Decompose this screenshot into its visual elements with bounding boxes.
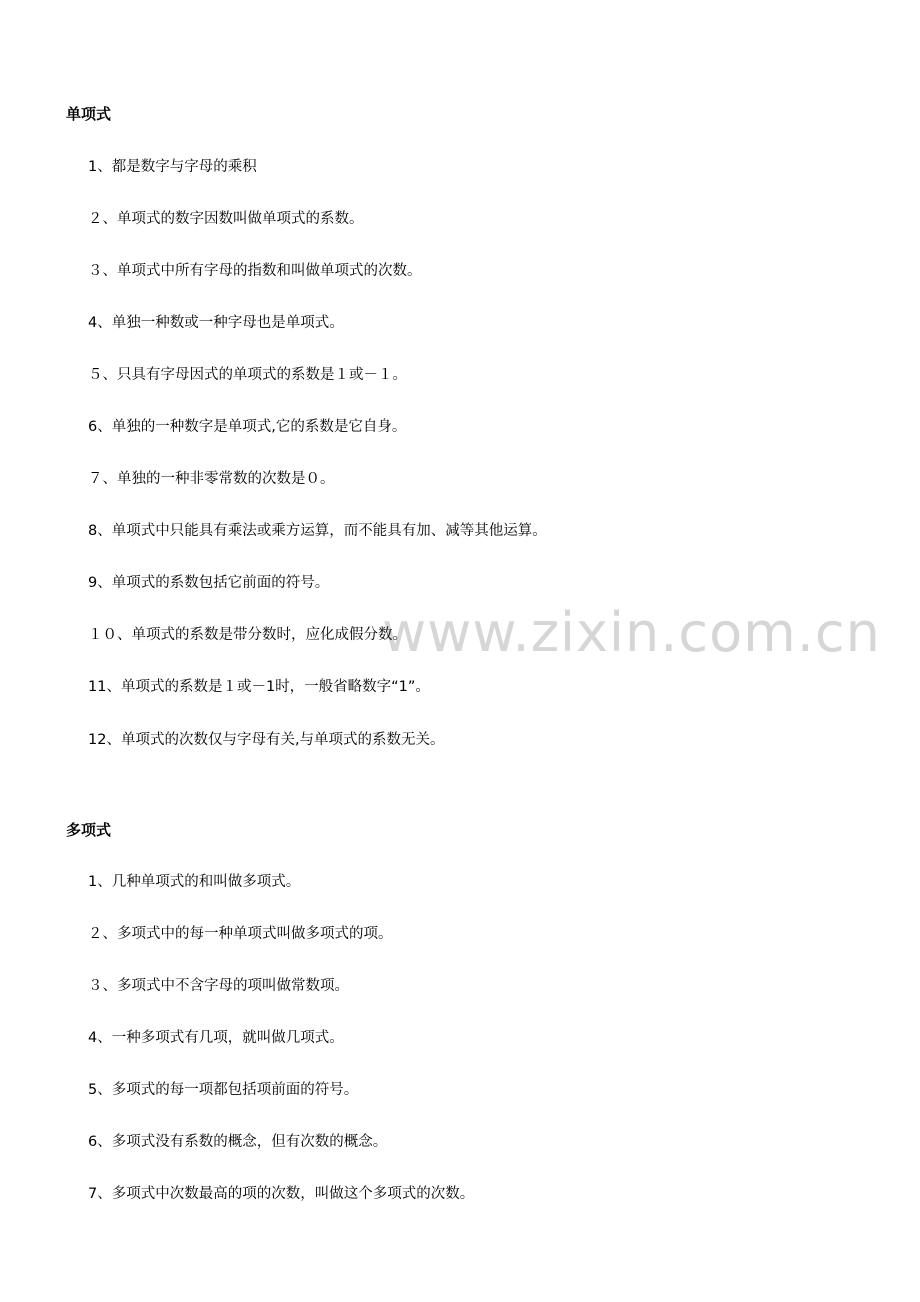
monomial-item-1: 1、都是数字与字母的乘积	[88, 159, 257, 175]
monomial-item-9: 9、单项式的系数包括它前面的符号。	[88, 575, 330, 591]
polynomial-item-3: ３、多项式中不含字母的项叫做常数项。	[88, 978, 349, 994]
polynomial-item-1: 1、几种单项式的和叫做多项式。	[88, 874, 301, 890]
polynomial-item-6: 6、多项式没有系数的概念，但有次数的概念。	[88, 1134, 388, 1150]
monomial-item-2: ２、单项式的数字因数叫做单项式的系数。	[88, 211, 364, 227]
polynomial-item-4: 4、一种多项式有几项，就叫做几项式。	[88, 1030, 344, 1046]
monomial-item-6: 6、单独的一种数字是单项式,它的系数是它自身。	[88, 419, 407, 435]
polynomial-item-7: 7、多项式中次数最高的项的次数，叫做这个多项式的次数。	[88, 1186, 475, 1202]
polynomial-item-5: 5、多项式的每一项都包括项前面的符号。	[88, 1082, 359, 1098]
monomial-item-5: ５、只具有字母因式的单项式的系数是１或－１。	[88, 367, 407, 383]
polynomial-item-2: ２、多项式中的每一种单项式叫做多项式的项。	[88, 926, 393, 942]
watermark: www.zixin.com.cn	[382, 601, 881, 664]
section-heading-monomial: 单项式	[66, 105, 112, 123]
monomial-item-12: 12、单项式的次数仅与字母有关,与单项式的系数无关。	[88, 732, 445, 748]
section-heading-polynomial: 多项式	[66, 821, 112, 839]
monomial-item-10: １０、单项式的系数是带分数时，应化成假分数。	[88, 627, 407, 643]
monomial-item-3: ３、单项式中所有字母的指数和叫做单项式的次数。	[88, 263, 422, 279]
monomial-item-11: 11、单项式的系数是１或－1时，一般省略数字“1”。	[88, 679, 430, 695]
monomial-item-8: 8、单项式中只能具有乘法或乘方运算，而不能具有加、减等其他运算。	[88, 523, 547, 539]
monomial-item-7: ７、单独的一种非零常数的次数是０。	[88, 471, 335, 487]
monomial-item-4: 4、单独一种数或一种字母也是单项式。	[88, 315, 344, 331]
